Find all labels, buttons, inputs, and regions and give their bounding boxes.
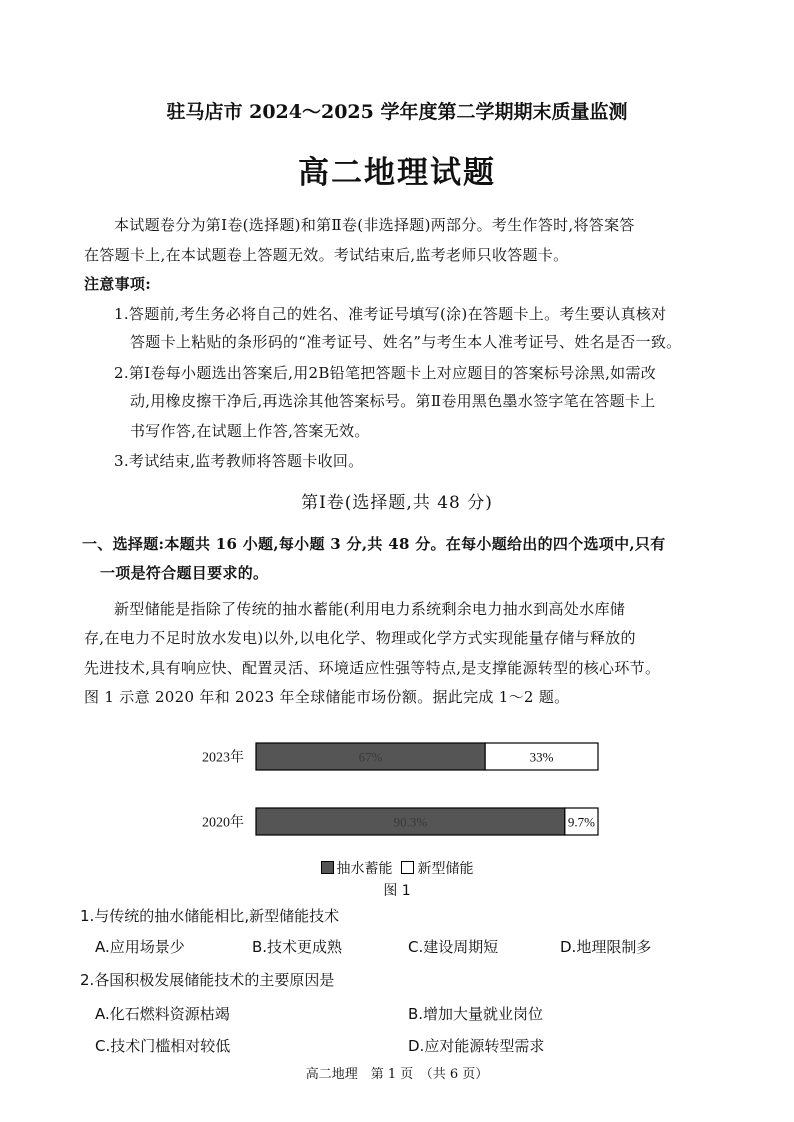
notice-item: 书写作答,在试题上作答,答案无效。 [130,422,370,440]
notice-item: 3.考试结束,监考教师将答题卡收回。 [114,452,364,470]
notice-item: 2.第Ⅰ卷每小题选出答案后,用2B铅笔把答题卡上对应题目的答案标号涂黑,如需改 [114,364,657,382]
chart-legend [0,858,794,878]
category-label: 2023年 [202,750,244,766]
notice-item: 答题卡上粘贴的条形码的“准考证号、姓名”与考生本人准考证号、姓名是否一致。 [130,333,682,351]
option-1d: D.地理限制多 [560,938,652,956]
legend-swatch-pumped [321,861,334,874]
instruction-line: 一、选择题:本题共 16 小题,每小题 3 分,共 48 分。在每小题给出的四个选项中,只有 [82,535,666,553]
category-label: 2020年 [202,815,244,831]
notice-item: 1.答题前,考生务必将自己的姓名、准考证号填写(涂)在答题卡上。考生要认真核对 [114,305,667,323]
data-label: 90.3% [393,814,428,830]
passage-line: 先进技术,具有响应快、配置灵活、环境适应性强等特点,是支撑能源转型的核心环节。 [84,659,661,677]
option-2d: D.应对能源转型需求 [408,1037,545,1055]
option-1a: A.应用场景少 [95,938,185,956]
page-title: 高二地理试题 [298,155,496,191]
passage-line: 存,在电力不足时放水发电)以外,以电化学、物理或化学方式实现能量存储与释放的 [84,629,636,647]
legend-label-new: 新型储能 [417,861,474,877]
data-label: 33% [529,749,554,765]
figure-caption: 图 1 [383,883,411,899]
page-footer: 高二地理 第 1 页 （共 6 页） [305,1067,489,1082]
legend-label-pumped: 抽水蓄能 [336,861,393,877]
question-stem: 2.各国积极发展储能技术的主要原因是 [80,971,335,989]
notice-heading: 注意事项: [84,275,152,293]
intro-line: 本试题卷分为第Ⅰ卷(选择题)和第Ⅱ卷(非选择题)两部分。考生作答时,将答案答 [114,216,635,234]
passage-line: 图 1 示意 2020 年和 2023 年全球储能市场份额。据此完成 1～2 题。 [84,688,570,706]
question-stem: 1.与传统的抽水储能相比,新型储能技术 [80,907,340,925]
legend-swatch-new [401,861,414,874]
option-2b: B.增加大量就业岗位 [408,1005,544,1023]
option-1b: B.技术更成熟 [252,938,343,956]
intro-line: 在答题卡上,在本试题卷上答题无效。考试结束后,监考老师只收答题卡。 [84,246,569,264]
option-2a: A.化石燃料资源枯竭 [95,1005,230,1023]
notice-item: 动,用橡皮擦干净后,再选涂其他答案标号。第Ⅱ卷用黑色墨水签字笔在答题卡上 [130,392,656,410]
instruction-line: 一项是符合题目要求的。 [100,564,269,582]
option-2c: C.技术门槛相对较低 [95,1037,231,1055]
section-title: 第Ⅰ卷(选择题,共 48 分) [301,493,493,513]
passage-line: 新型储能是指除了传统的抽水蓄能(利用电力系统剩余电力抽水到高处水库储 [114,600,626,618]
exam-header: 驻马店市 2024～2025 学年度第二学期期末质量监测 [166,101,628,123]
data-label: 67% [358,749,383,765]
option-1c: C.建设周期短 [408,938,499,956]
storage-share-chart [188,735,618,845]
data-label: 9.7% [567,814,595,830]
